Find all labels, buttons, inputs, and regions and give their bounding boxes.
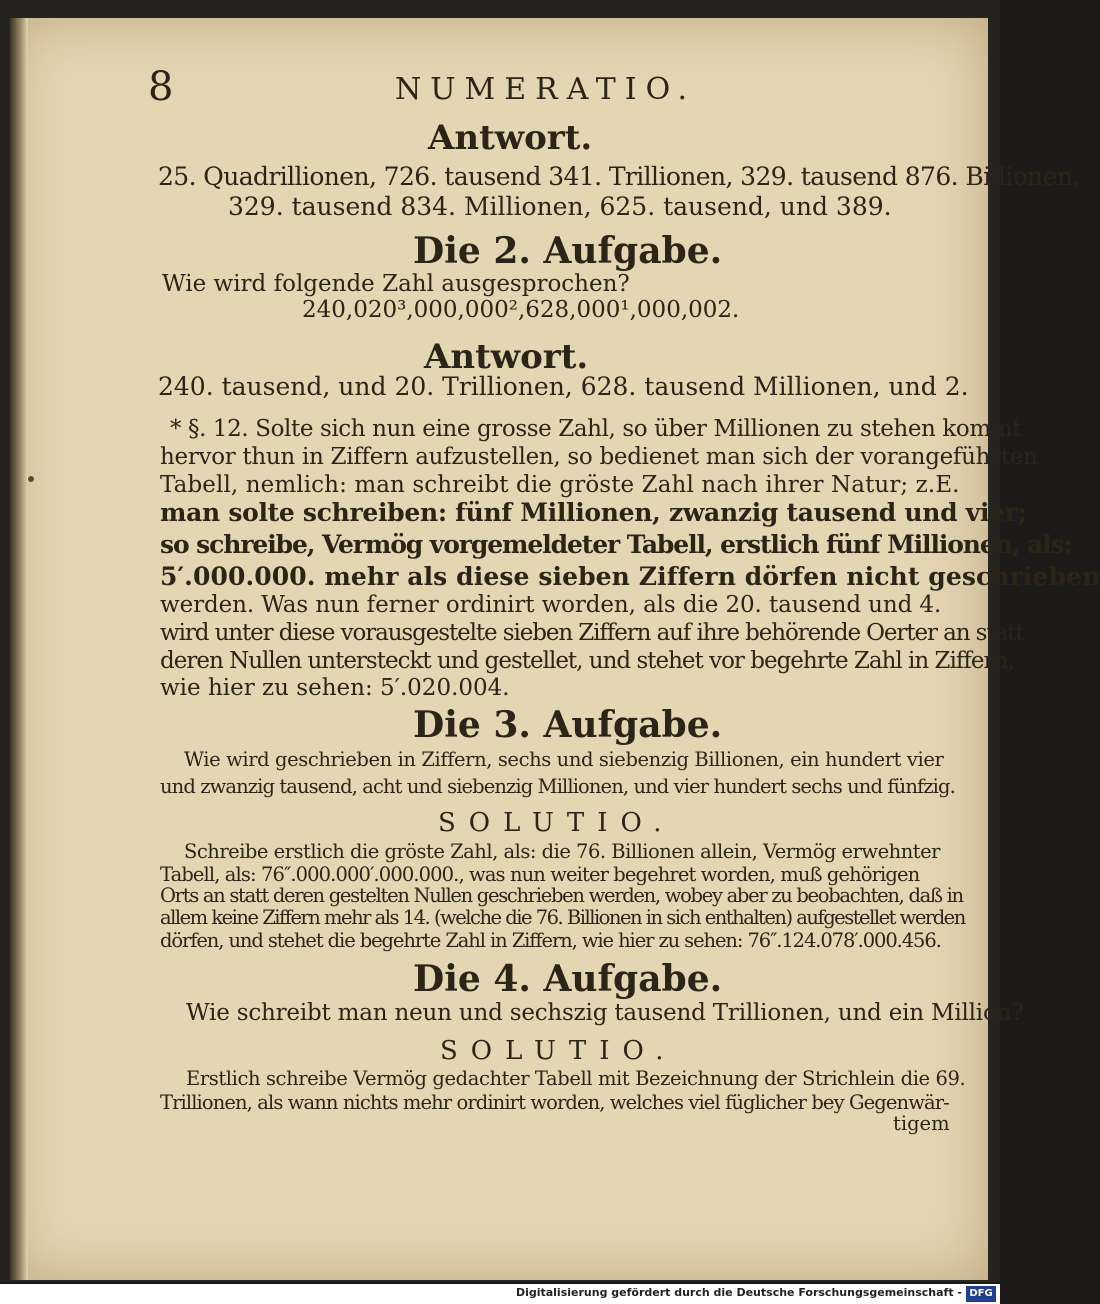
- text-line: 5′.000.000. mehr als diese sieben Ziffern dörfen nicht geschrieben: [160, 562, 1100, 591]
- text-line: man solte schreiben: fünf Millionen, zwanzig tausend und vier;: [160, 498, 1027, 527]
- dfg-logo: DFG: [966, 1286, 996, 1302]
- catchword: tigem: [893, 1112, 950, 1135]
- text-line: allem keine Ziffern mehr als 14. (welche die 76. Billionen in sich enthalten) aufgestellet werden: [160, 906, 965, 929]
- heading-aufgabe: Die 4. Aufgabe.: [413, 958, 723, 1000]
- text-line: Tabell, nemlich: man schreibt die gröste Zahl nach ihrer Natur; z.E.: [160, 472, 960, 498]
- text-line: so schreibe, Vermög vorgemeldeter Tabell, erstlich fünf Millionen, als:: [160, 530, 1072, 559]
- text-line: deren Nullen untersteckt und gestellet, und stehet vor begehrte Zahl in Ziffern,: [160, 648, 1014, 674]
- text-line: Wie schreibt man neun und sechszig tausend Trillionen, und ein Million?: [186, 1000, 1024, 1026]
- heading-aufgabe: Die 2. Aufgabe.: [413, 230, 723, 272]
- text-line: * §. 12. Solte sich nun eine grosse Zahl, so über Millionen zu stehen kommt: [170, 416, 1022, 442]
- text-line: und zwanzig tausend, acht und siebenzig Millionen, und vier hundert sechs und fünfzig.: [160, 775, 955, 798]
- text-line: Tabell, als: 76″.000.000′.000.000., was nun weiter begehret worden, muß gehörigen: [160, 863, 920, 886]
- text-line: 329. tausend 834. Millionen, 625. tausend, und 389.: [228, 192, 892, 221]
- running-title: NUMERATIO.: [395, 72, 696, 107]
- text-line: Trillionen, als wann nichts mehr ordinirt worden, welches viel füglicher bey Gegenwär-: [160, 1091, 949, 1114]
- text-line: Schreibe erstlich die gröste Zahl, als: die 76. Billionen allein, Vermög erwehnter: [184, 840, 940, 863]
- number-line: 240,020³,000,000²,628,000¹,000,002.: [302, 297, 740, 323]
- text-line: dörfen, und stehet die begehrte Zahl in Ziffern, wie hier zu sehen: 76″.124.078′.000.456.: [160, 929, 941, 952]
- text-line: Orts an statt deren gestelten Nullen geschrieben werden, wobey aber zu beobachten, daß in: [160, 884, 963, 907]
- heading-solutio: SOLUTIO.: [438, 808, 675, 838]
- heading-aufgabe: Die 3. Aufgabe.: [413, 704, 723, 746]
- margin-mark: [28, 476, 34, 482]
- text-line: wird unter diese vorausgestelte sieben Ziffern auf ihre behörende Oerter an statt: [160, 620, 1024, 646]
- text-line: Wie wird folgende Zahl ausgesprochen?: [162, 271, 630, 297]
- page-number: 8: [148, 64, 174, 110]
- text-line: 25. Quadrillionen, 726. tausend 341. Trillionen, 329. tausend 876. Billionen,: [158, 162, 1080, 191]
- text-line: wie hier zu sehen: 5′.020.004.: [160, 675, 510, 701]
- heading-solutio: SOLUTIO.: [440, 1036, 677, 1066]
- funding-notice: Digitalisierung gefördert durch die Deutsche Forschungsgemeinschaft -: [515, 1286, 962, 1299]
- text-line: 240. tausend, und 20. Trillionen, 628. tausend Millionen, und 2.: [158, 372, 969, 401]
- text-line: Wie wird geschrieben in Ziffern, sechs und siebenzig Billionen, ein hundert vier: [184, 748, 944, 771]
- text-line: hervor thun in Ziffern aufzustellen, so bedienet man sich der vorangeführten: [160, 444, 1038, 470]
- heading-antwort: Antwort.: [424, 337, 589, 377]
- text-line: werden. Was nun ferner ordinirt worden, als die 20. tausend und 4.: [160, 592, 942, 618]
- page-spine-shadow: [10, 18, 28, 1280]
- text-line: Erstlich schreibe Vermög gedachter Tabell mit Bezeichnung der Strichlein die 69.: [186, 1067, 966, 1090]
- heading-antwort: Antwort.: [428, 118, 593, 158]
- footer-bar: [0, 1284, 1000, 1304]
